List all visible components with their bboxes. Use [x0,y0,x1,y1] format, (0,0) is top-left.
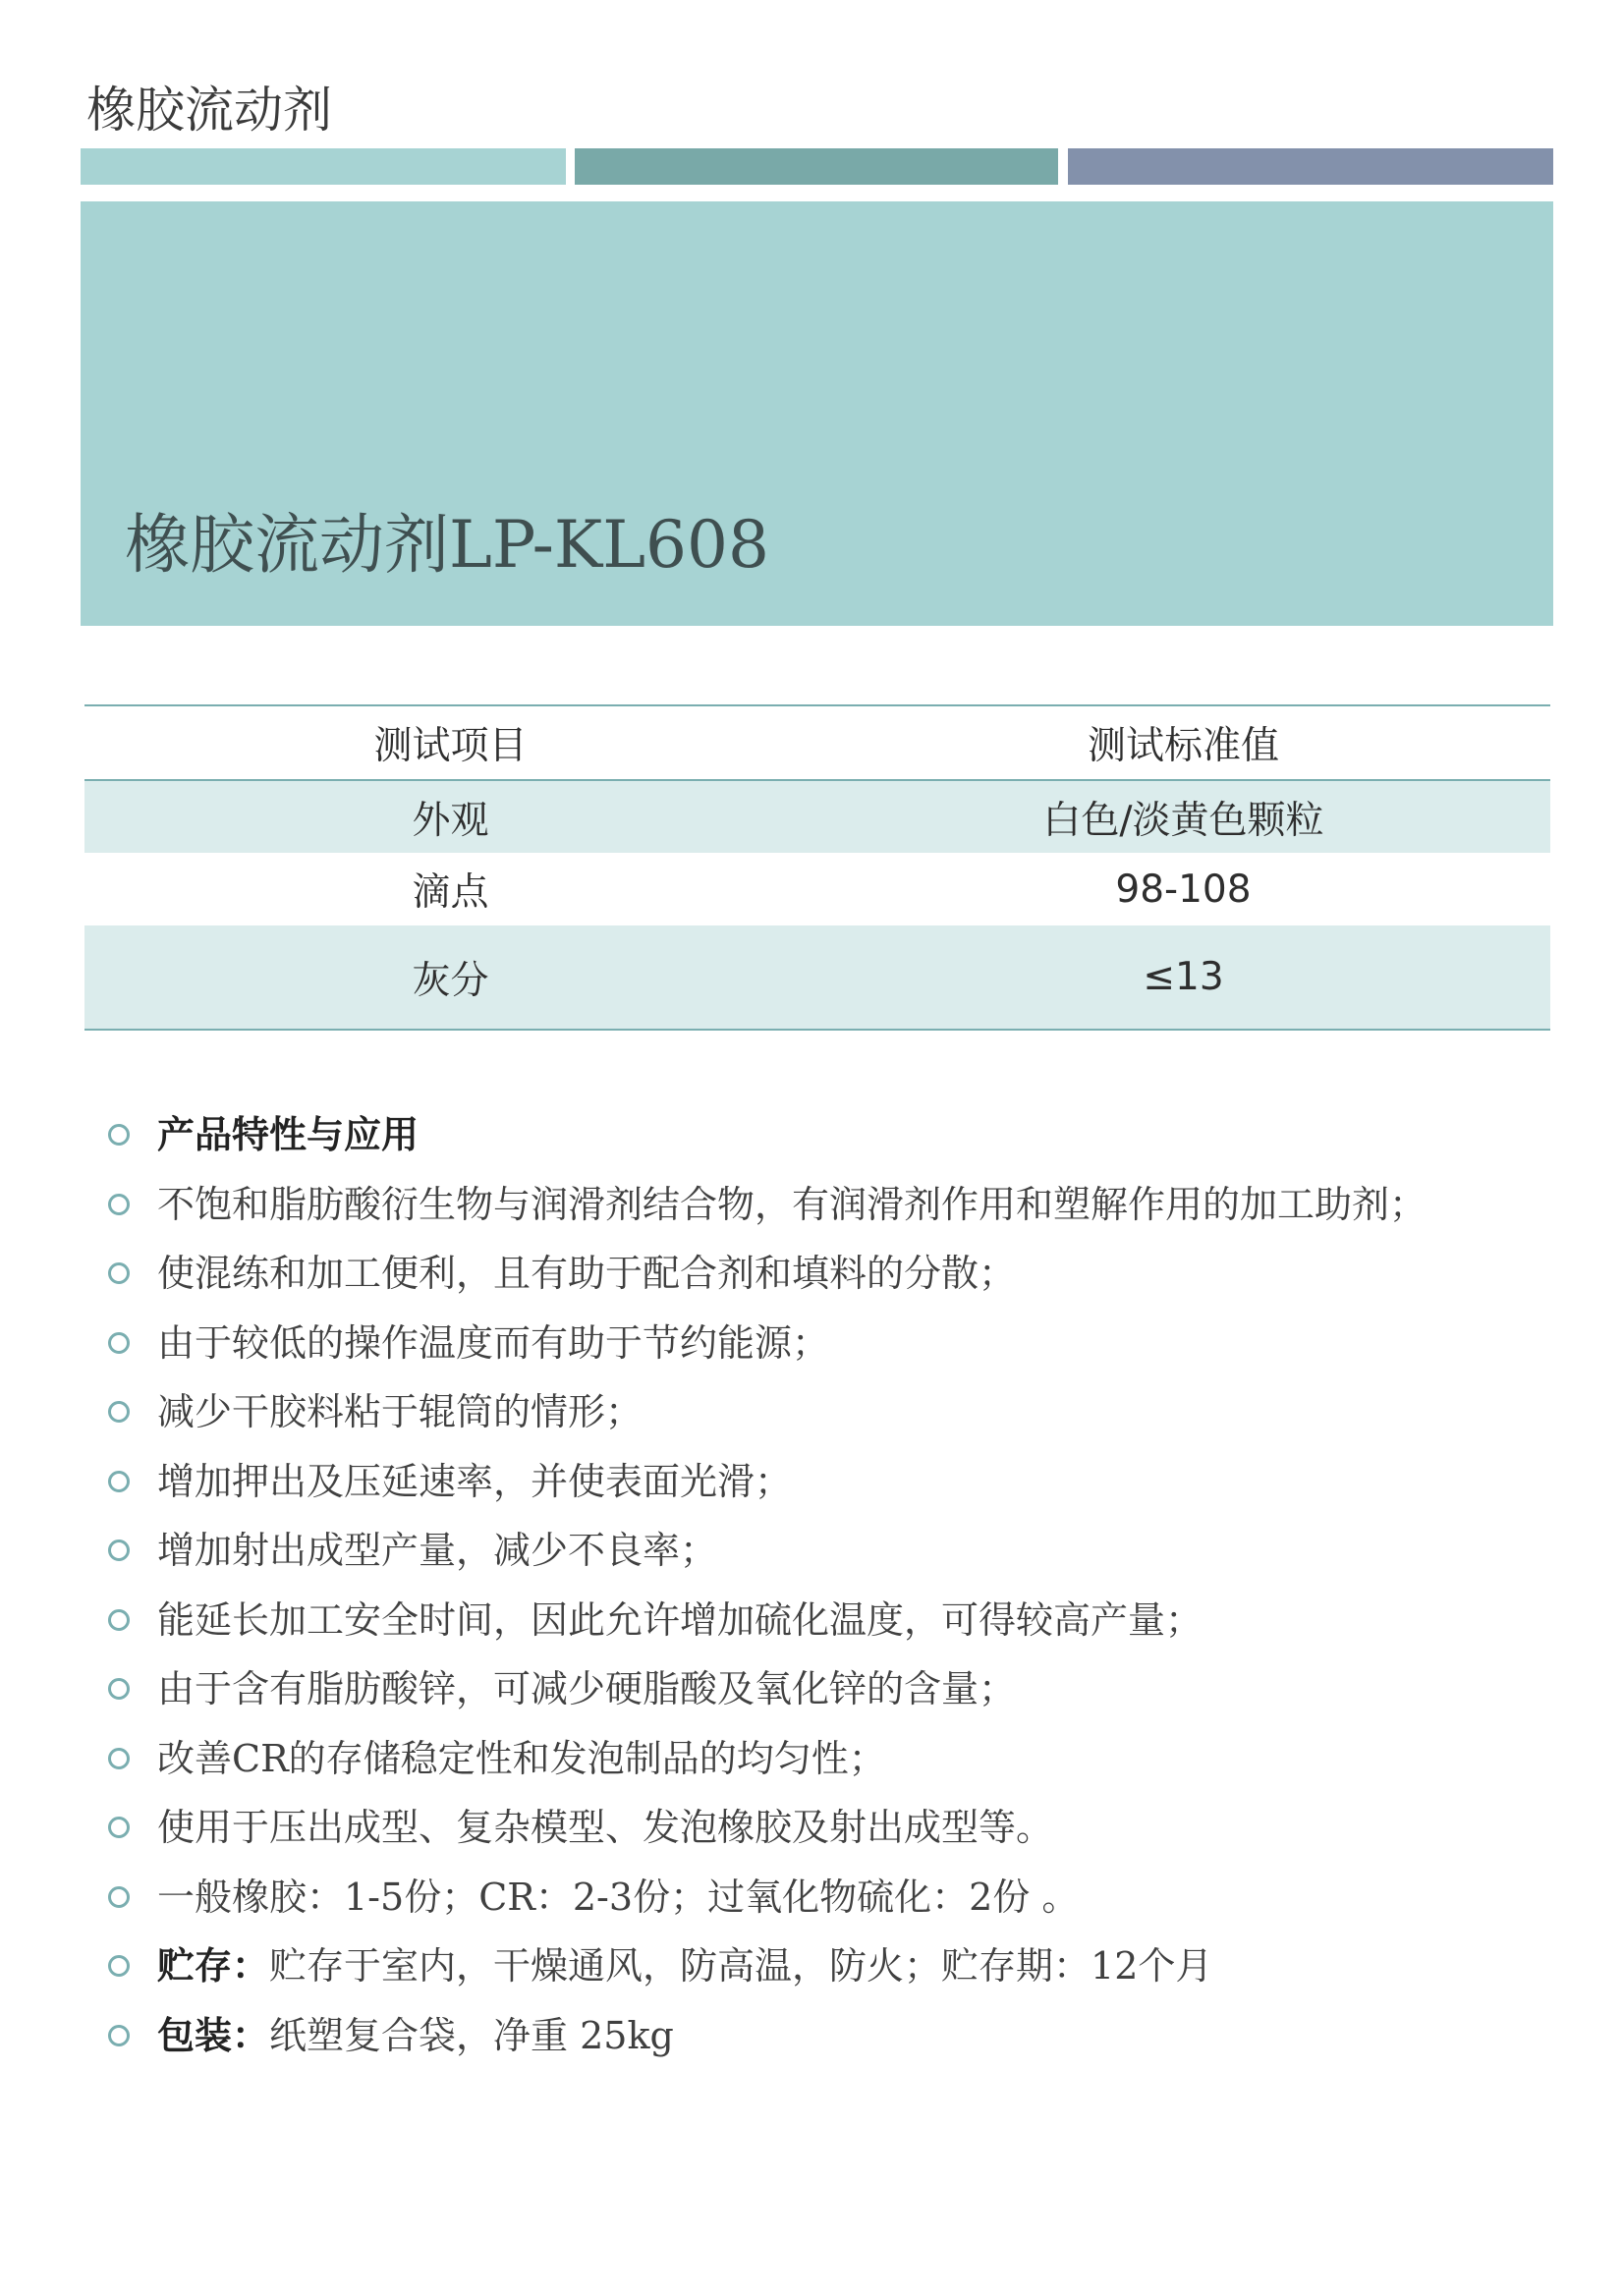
list-item [108,1170,1427,1240]
storage-text: 贮存于室内，干燥通风，防高温，防火；贮存期：12个月 [269,1944,1213,1988]
table-row [84,925,1550,1030]
circle-bullet-icon [108,1678,130,1700]
list-item-text: 能延长加工安全时间，因此允许增加硫化温度，可得较高产量； [157,1597,1203,1642]
circle-bullet-icon [108,1748,130,1769]
table-cell-item: 外观 [84,780,816,853]
list-item-text: 增加射出成型产量，减少不良率； [157,1529,718,1572]
feature-heading-item [108,1100,1427,1170]
list-item [108,1863,1427,1932]
table-cell-value: 白色/淡黄色颗粒 [816,780,1550,853]
circle-bullet-icon [108,1817,130,1838]
list-item [108,1239,1427,1309]
list-item-text: 减少干胶料粘于辊筒的情形； [157,1390,644,1433]
list-item-text: 不饱和脂肪酸衍生物与润滑剂结合物，有润滑剂作用和塑解作用的加工助剂； [157,1182,1427,1226]
storage-label: 贮存： [157,1943,270,1988]
header-title: 橡胶流动剂 [86,82,332,139]
list-item [108,1377,1427,1447]
circle-bullet-icon [108,2025,130,2046]
list-item-text: 使混练和加工便利，且有助于配合剂和填料的分散； [157,1252,1017,1295]
feature-heading: 产品特性与应用 [157,1112,420,1156]
spec-table [84,704,1550,1031]
table-row [84,780,1550,853]
circle-bullet-icon [108,1194,130,1215]
list-item [108,1724,1427,1794]
decor-bar-light [81,148,566,185]
spec-table-header-row [84,705,1550,780]
circle-bullet-icon [108,1332,130,1354]
list-item-text: 一般橡胶：1-5份；CR：2-3份；过氧化物硫化：2份 。 [157,1875,1080,1919]
table-cell-value: ≤13 [816,925,1550,1030]
product-title: 橡胶流动剂LP-KL608 [125,507,770,583]
hero-banner [81,201,1553,626]
list-item [108,1654,1427,1724]
decor-bar-slate [1068,148,1553,185]
list-item-text: 使用于压出成型、复杂模型、发泡橡胶及射出成型等。 [157,1806,1054,1849]
table-cell-item: 灰分 [84,925,816,1030]
packaging-item [108,2001,1427,2071]
table-row [84,853,1550,925]
packaging-text: 纸塑复合袋，净重 25kg [269,2013,674,2057]
circle-bullet-icon [108,1262,130,1284]
list-item-text: 增加押出及压延速率，并使表面光滑； [157,1459,793,1503]
circle-bullet-icon [108,1609,130,1631]
list-item [108,1309,1427,1378]
list-item [108,1447,1427,1517]
list-item [108,1516,1427,1586]
circle-bullet-icon [108,1886,130,1908]
list-item-text: 由于含有脂肪酸锌，可减少硬脂酸及氧化锌的含量； [157,1667,1017,1710]
table-cell-value: 98-108 [1115,867,1252,912]
table-cell-item: 滴点 [412,870,489,915]
feature-list [108,1100,1427,2070]
storage-item [108,1932,1427,2001]
list-item-text: 由于较低的操作温度而有助于节约能源； [157,1320,830,1365]
decor-bar-teal [575,148,1058,185]
circle-bullet-icon [108,1124,130,1146]
column-header-item: 测试项目 [84,705,816,780]
packaging-label: 包装： [157,2012,270,2057]
list-item [108,1793,1427,1863]
circle-bullet-icon [108,1471,130,1492]
circle-bullet-icon [108,1401,130,1423]
column-header-value: 测试标准值 [816,705,1550,780]
list-item-text: 改善CR的存储稳定性和发泡制品的均匀性； [157,1736,886,1780]
circle-bullet-icon [108,1540,130,1561]
list-item [108,1586,1427,1655]
circle-bullet-icon [108,1955,130,1977]
